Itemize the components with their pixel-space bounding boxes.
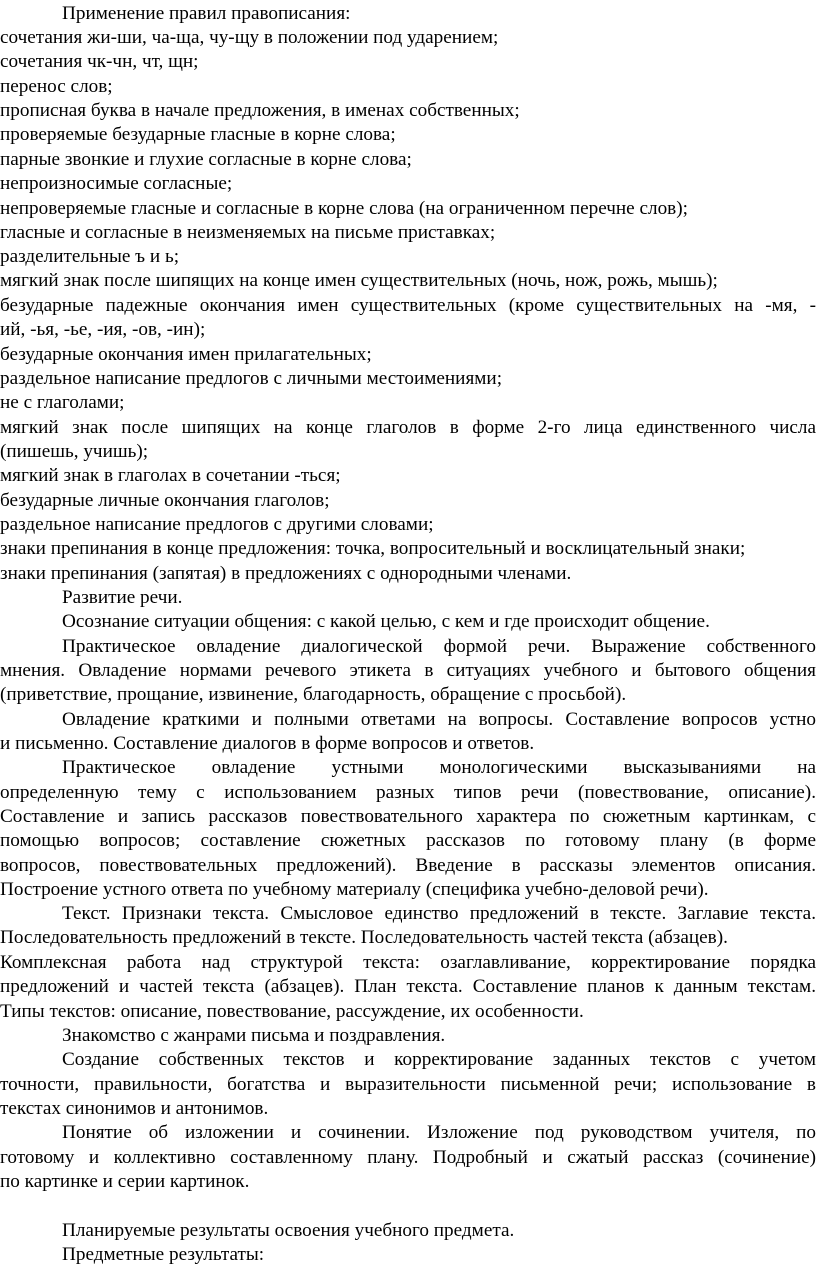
text-line: разделительные ъ и ь; — [0, 246, 180, 267]
text-line: прописная буква в начале предложения, в именах собственных; — [0, 100, 520, 121]
text-line: точности, правильности, богатства и выразительности письменной речи; использование в — [0, 1074, 816, 1095]
section-heading: Развитие речи. — [62, 587, 183, 608]
text-line: ий, -ья, -ье, -ия, -ов, -ин); — [0, 319, 206, 340]
text-line: перенос слов; — [0, 76, 113, 97]
text-line: безударные падежные окончания имен существительных (кроме существительных на -мя, - — [0, 295, 816, 316]
text-line: знаки препинания в конце предложения: точка, вопросительный и восклицательный знаки; — [0, 538, 746, 559]
text-line: гласные и согласные в неизменяемых на письме приставках; — [0, 222, 496, 243]
text-line: проверяемые безударные гласные в корне слова; — [0, 124, 396, 145]
text-line: Составление и запись рассказов повествовательного характера по сюжетным картинкам, с — [0, 806, 816, 827]
text-line: предложений и частей текста (абзацев). План текста. Составление планов к данным текстам. — [0, 976, 816, 997]
section-heading: Предметные результаты: — [62, 1244, 265, 1265]
text-line: не с глаголами; — [0, 392, 125, 413]
text-line: сочетания жи-ши, ча-ща, чу-щу в положении под ударением; — [0, 27, 499, 48]
text-line: Типы текстов: описание, повествование, рассуждение, их особенности. — [0, 1001, 584, 1022]
text-line: Осознание ситуации общения: с какой целью, с кем и где происходит общение. — [62, 611, 710, 632]
section-heading: Планируемые результаты освоения учебного предмета. — [62, 1220, 515, 1241]
text-line: мнения. Овладение нормами речевого этикета в ситуациях учебного и бытового общения — [0, 660, 816, 681]
text-line: (пишешь, учишь); — [0, 441, 149, 462]
text-line: Создание собственных текстов и корректирование заданных текстов с учетом — [62, 1049, 816, 1070]
text-line: непроизносимые согласные; — [0, 173, 233, 194]
text-line: сочетания чк-чн, чт, щн; — [0, 51, 199, 72]
text-line: раздельное написание предлогов с другими словами; — [0, 514, 434, 535]
text-line: мягкий знак в глаголах в сочетании -ться; — [0, 465, 341, 486]
text-line: текстах синонимов и антонимов. — [0, 1098, 269, 1119]
text-line: Практическое овладение устными монологическими высказываниями на — [62, 757, 816, 778]
text-line: знаки препинания (запятая) в предложениях с однородными членами. — [0, 563, 572, 584]
text-line: Комплексная работа над структурой текста: озаглавливание, корректирование порядка — [0, 952, 816, 973]
text-line: раздельное написание предлогов с личными местоимениями; — [0, 368, 503, 389]
text-line: Знакомство с жанрами письма и поздравления. — [62, 1025, 446, 1046]
text-line: парные звонкие и глухие согласные в корне слова; — [0, 149, 412, 170]
text-line: безударные личные окончания глаголов; — [0, 490, 330, 511]
text-line: по картинке и серии картинок. — [0, 1171, 250, 1192]
text-line: Практическое овладение диалогической формой речи. Выражение собственного — [62, 636, 816, 657]
text-line: Последовательность предложений в тексте. Последовательность частей текста (абзацев). — [0, 927, 728, 948]
text-line: готовому и коллективно составленному плану. Подробный и сжатый рассказ (сочинение) — [0, 1147, 816, 1168]
text-line: Текст. Признаки текста. Смысловое единство предложений в тексте. Заглавие текста. — [62, 903, 816, 924]
text-line: (приветствие, прощание, извинение, благодарность, обращение с просьбой). — [0, 684, 627, 705]
text-line: мягкий знак после шипящих на конце имен существительных (ночь, нож, рожь, мышь); — [0, 270, 718, 291]
text-line: мягкий знак после шипящих на конце глаголов в форме 2-го лица единственного числа — [0, 417, 816, 438]
text-line: Построение устного ответа по учебному материалу (специфика учебно-деловой речи). — [0, 879, 709, 900]
text-line: Понятие об изложении и сочинении. Изложение под руководством учителя, по — [62, 1122, 816, 1143]
text-line: непроверяемые гласные и согласные в корне слова (на ограниченном перечне слов); — [0, 198, 688, 219]
text-line: безударные окончания имен прилагательных; — [0, 344, 372, 365]
text-line: Применение правил правописания: — [62, 3, 351, 24]
text-line: вопросов, повествовательных предложений). Введение в рассказы элементов описания. — [0, 855, 816, 876]
text-line: помощью вопросов; составление сюжетных рассказов по готовому плану (в форме — [0, 830, 816, 851]
text-line: определенную тему с использованием разных типов речи (повествование, описание). — [0, 782, 816, 803]
text-line: Овладение краткими и полными ответами на вопросы. Составление вопросов устно — [62, 709, 816, 730]
text-line: и письменно. Составление диалогов в форме вопросов и ответов. — [0, 733, 535, 754]
